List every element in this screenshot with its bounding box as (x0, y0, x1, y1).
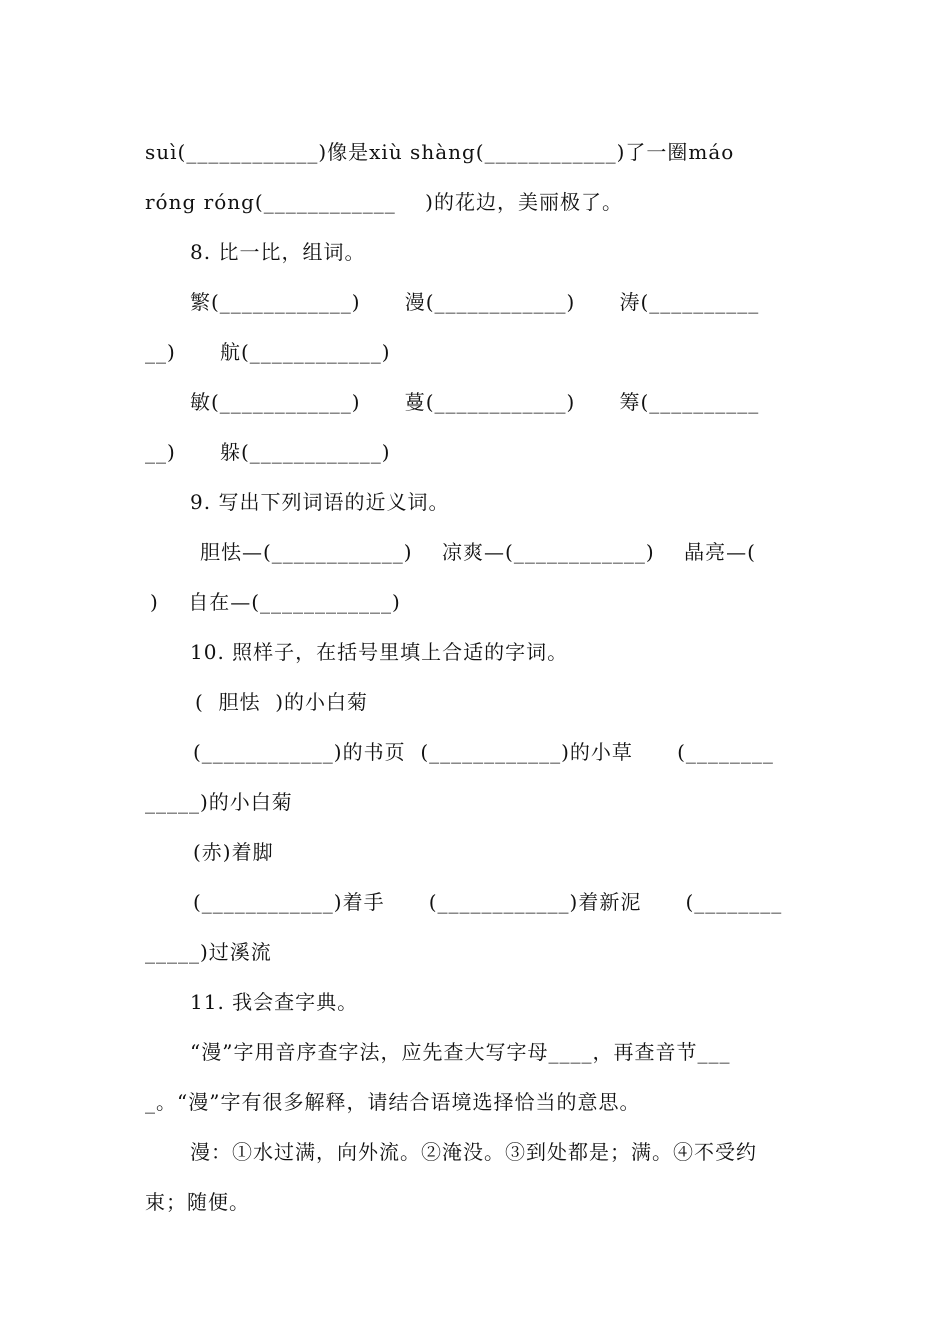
definition-line: 束；随便。 (145, 1190, 250, 1214)
text-line: _____)过溪流 (145, 940, 272, 964)
text-line: 敏(____________) 蔓(____________) 筹(__________ (190, 390, 760, 414)
question-heading: 10. 照样子，在括号里填上合适的字词。 (190, 640, 569, 664)
text-line: __) 航(____________) (145, 340, 391, 364)
question-heading: 11. 我会查字典。 (190, 990, 359, 1014)
text-line: ) 自在—(____________) (150, 590, 401, 614)
text-line: suì(____________)像是xiù shàng(____________)了一圈máo (145, 140, 735, 164)
question-heading: 9. 写出下列词语的近义词。 (190, 490, 450, 514)
text-line: “漫”字用音序查字法，应先查大写字母____，再查音节___ (190, 1040, 731, 1064)
question-heading: 8. 比一比，组词。 (190, 240, 366, 264)
example-line: ( 胆怯 )的小白菊 (195, 690, 369, 714)
text-line: (____________)的书页 (____________)的小草 (________ (193, 740, 774, 764)
text-line: _____)的小白菊 (145, 790, 293, 814)
text-line: __) 躲(____________) (145, 440, 391, 464)
text-line: róng róng(____________ )的花边，美丽极了。 (145, 190, 623, 214)
text-line: _。“漫”字有很多解释，请结合语境选择恰当的意思。 (145, 1090, 641, 1114)
text-line: (____________)着手 (____________)着新泥 (________ (193, 890, 783, 914)
text-line: 繁(____________) 漫(____________) 涛(__________ (190, 290, 760, 314)
example-line: (赤)着脚 (193, 840, 274, 864)
definition-line: 漫：①水过满，向外流。②淹没。③到处都是；满。④不受约 (190, 1140, 757, 1164)
text-line: 胆怯—(____________) 凉爽—(____________) 晶亮—( (200, 540, 756, 564)
